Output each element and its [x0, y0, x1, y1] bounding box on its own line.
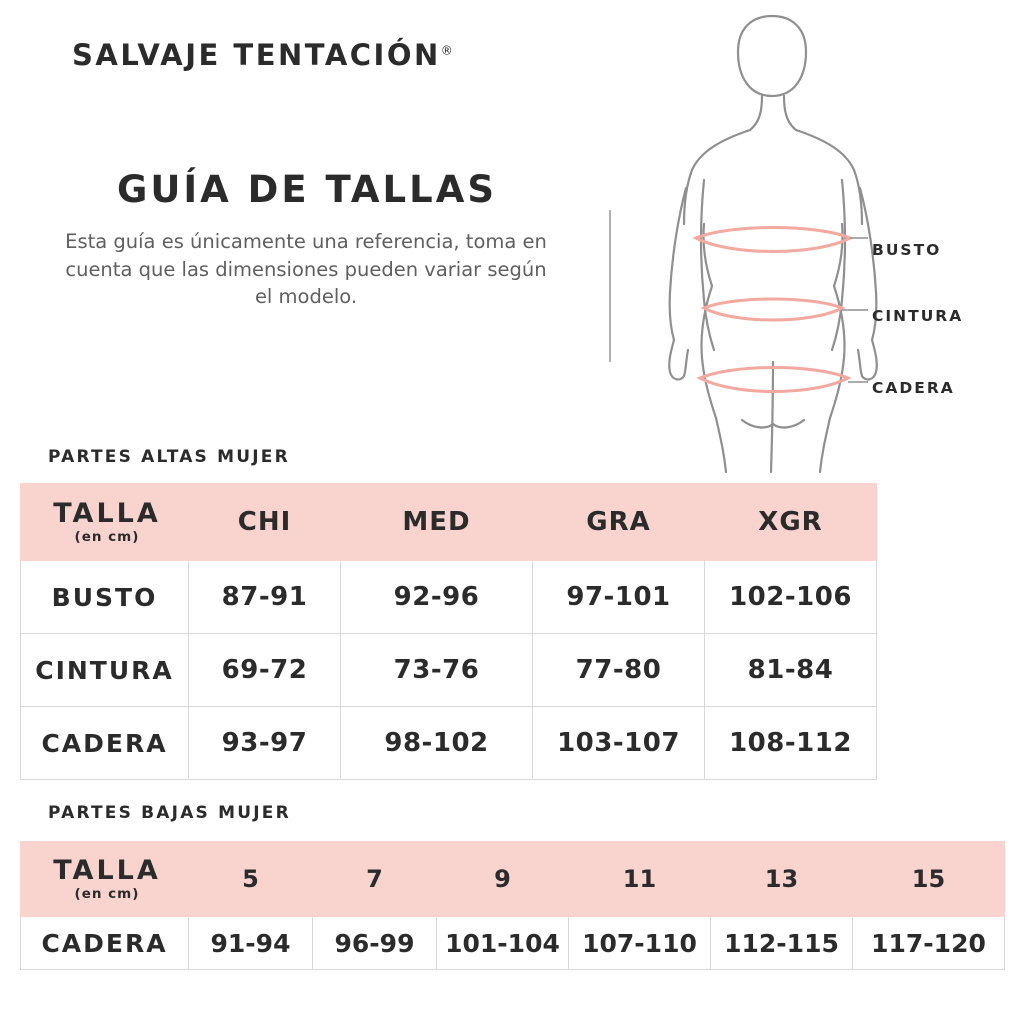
- cell-cadera-med: 98-102: [341, 707, 533, 780]
- cell-cintura-chi: 69-72: [189, 634, 341, 707]
- table-row: [21, 707, 877, 780]
- measure-band-cintura: [704, 299, 842, 320]
- page-description: Esta guía es únicamente una referencia, toma en cuenta que las dimensiones pueden variar según el modelo.: [65, 230, 547, 309]
- cell-busto-med: 92-96: [341, 561, 533, 634]
- cell-cadera-15: 117-120: [853, 917, 1005, 970]
- brand-name: SALVAJE TENTACIÓN: [72, 38, 441, 72]
- cell-busto-chi: 87-91: [189, 561, 341, 634]
- cell-busto-xgr: 102-106: [705, 561, 877, 634]
- table-row: [21, 917, 1005, 970]
- corner-label-upper: TALLA: [53, 497, 161, 529]
- table-header-row-upper: [21, 484, 877, 561]
- corner-label-lower: TALLA: [53, 854, 161, 886]
- figure-label-busto: BUSTO: [872, 241, 942, 259]
- cell-cadera-chi: 93-97: [189, 707, 341, 780]
- corner-unit-lower: (en cm): [74, 886, 140, 903]
- table-corner-lower: [21, 842, 189, 917]
- cell-cadera-7: 96-99: [313, 917, 437, 970]
- row-label-cintura: CINTURA: [21, 634, 189, 707]
- cell-busto-gra: 97-101: [533, 561, 705, 634]
- section-caption-lower: PARTES BAJAS MUJER: [48, 803, 291, 823]
- table-row: [21, 634, 877, 707]
- column-header-xgr: XGR: [705, 484, 877, 561]
- table-header-row-lower: [21, 842, 1005, 917]
- row-label-busto: BUSTO: [21, 561, 189, 634]
- corner-unit-upper: (en cm): [74, 529, 140, 546]
- measure-band-busto: [696, 228, 850, 252]
- size-table-upper: [20, 483, 877, 780]
- section-caption-upper: PARTES ALTAS MUJER: [48, 447, 290, 467]
- column-header-chi: CHI: [189, 484, 341, 561]
- cell-cintura-med: 73-76: [341, 634, 533, 707]
- figure-label-cadera: CADERA: [872, 379, 955, 397]
- cell-cadera-11: 107-110: [569, 917, 711, 970]
- column-header-9: 9: [437, 842, 569, 917]
- row-label-cadera: CADERA: [21, 707, 189, 780]
- figure-label-cintura: CINTURA: [872, 307, 964, 325]
- cell-cadera-13: 112-115: [711, 917, 853, 970]
- size-table-lower: [20, 841, 1005, 970]
- column-header-5: 5: [189, 842, 313, 917]
- cell-cadera-xgr: 108-112: [705, 707, 877, 780]
- column-header-13: 13: [711, 842, 853, 917]
- female-body-outline-icon: [600, 10, 1020, 480]
- column-header-7: 7: [313, 842, 437, 917]
- table-corner-upper: [21, 484, 189, 561]
- cell-cintura-xgr: 81-84: [705, 634, 877, 707]
- cell-cadera-9: 101-104: [437, 917, 569, 970]
- brand-logo: [72, 38, 453, 72]
- column-header-gra: GRA: [533, 484, 705, 561]
- column-header-15: 15: [853, 842, 1005, 917]
- registered-mark-icon: ®: [440, 43, 453, 58]
- cell-cintura-gra: 77-80: [533, 634, 705, 707]
- cell-cadera-gra: 103-107: [533, 707, 705, 780]
- row-label-cadera-lower: CADERA: [21, 917, 189, 970]
- cell-cadera-5: 91-94: [189, 917, 313, 970]
- column-header-med: MED: [341, 484, 533, 561]
- page-title: GUÍA DE TALLAS: [116, 168, 497, 211]
- body-figure-illustration: [600, 10, 1020, 480]
- column-header-11: 11: [569, 842, 711, 917]
- table-row: [21, 561, 877, 634]
